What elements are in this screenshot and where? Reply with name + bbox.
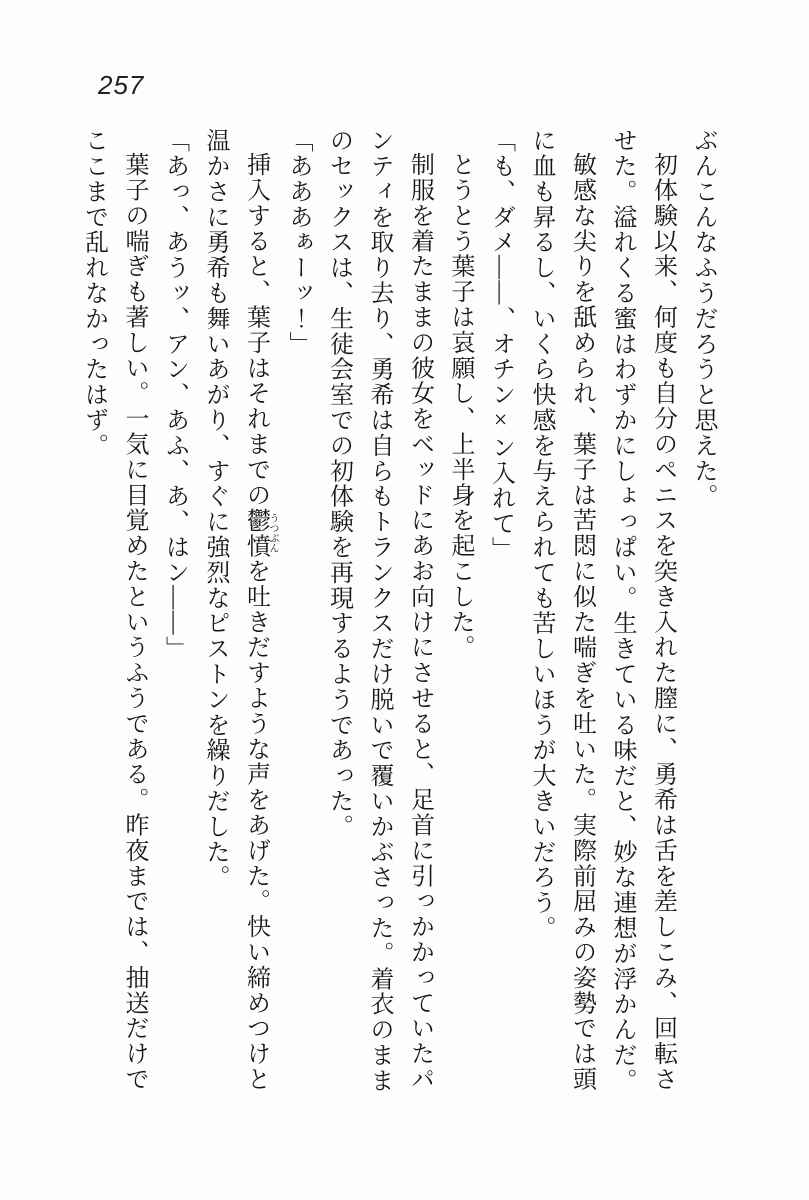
text-run: 制服を着たままの彼女をベッドにあお向けにさせると、足首に引っかかっていたパンティを取り去り、勇希は自らもトランクスだけ脱いで覆いかぶさった。着衣のままのセックスは、生徒会室での初体験を再現するようであった。 <box>325 128 433 1094</box>
text-run: 葉子の喘ぎも著しい。一気に目覚めたというふうである。昨夜までは、抽送だけでここまで乱れなかったはず。 <box>80 128 147 1092</box>
text-run: 「あああぁーッ！」 <box>285 128 311 357</box>
text-run: 挿入すると、葉子はそれまでの <box>242 152 269 508</box>
paragraph <box>683 128 724 1096</box>
page-text <box>71 128 723 1096</box>
paragraph <box>278 128 319 1096</box>
ruby-annotation: 鬱憤うつぶん <box>242 507 278 559</box>
text-run: 「も、ダメ――、オチン×ン入れて」 <box>487 128 514 562</box>
paragraph <box>318 128 440 1096</box>
text-run: 初体験以来、何度も自分のペニスを突き入れた膣に、勇希は舌を差しこみ、回転させた。溢れくる蜜はわずかにしょっぱい。生きている味だと、妙な連想が浮かんだ。 <box>609 128 676 1094</box>
paragraph <box>154 128 195 1096</box>
paragraph <box>195 128 278 1096</box>
paragraph <box>480 128 521 1096</box>
text-run: ぶんこんなふうだろうと思えた。 <box>690 128 716 509</box>
page-number: 257 <box>98 70 145 100</box>
paragraph <box>73 128 154 1096</box>
text-run: 敏感な尖りを舐められ、葉子は苦悶に似た喘ぎを吐いた。実際前屈みの姿勢では頭に血も昇るし、いくら快感を与えられても苦しいほうが大きいだろう。 <box>528 128 595 1092</box>
text-run: 「あっ、あうッ、アン、あふ、あ、はン――」 <box>161 128 188 662</box>
text-run: を吐きだすような声をあげた。快い締めつけと温かさに勇希も舞いあがり、すぐに強烈なピストンを繰りだした。 <box>202 128 269 1092</box>
paragraph <box>521 128 602 1096</box>
furigana: うつぶん <box>267 507 278 559</box>
text-run: とうとう葉子は哀願し、上半身を起こした。 <box>447 152 473 660</box>
paragraph <box>602 128 683 1096</box>
paragraph <box>440 128 481 1096</box>
